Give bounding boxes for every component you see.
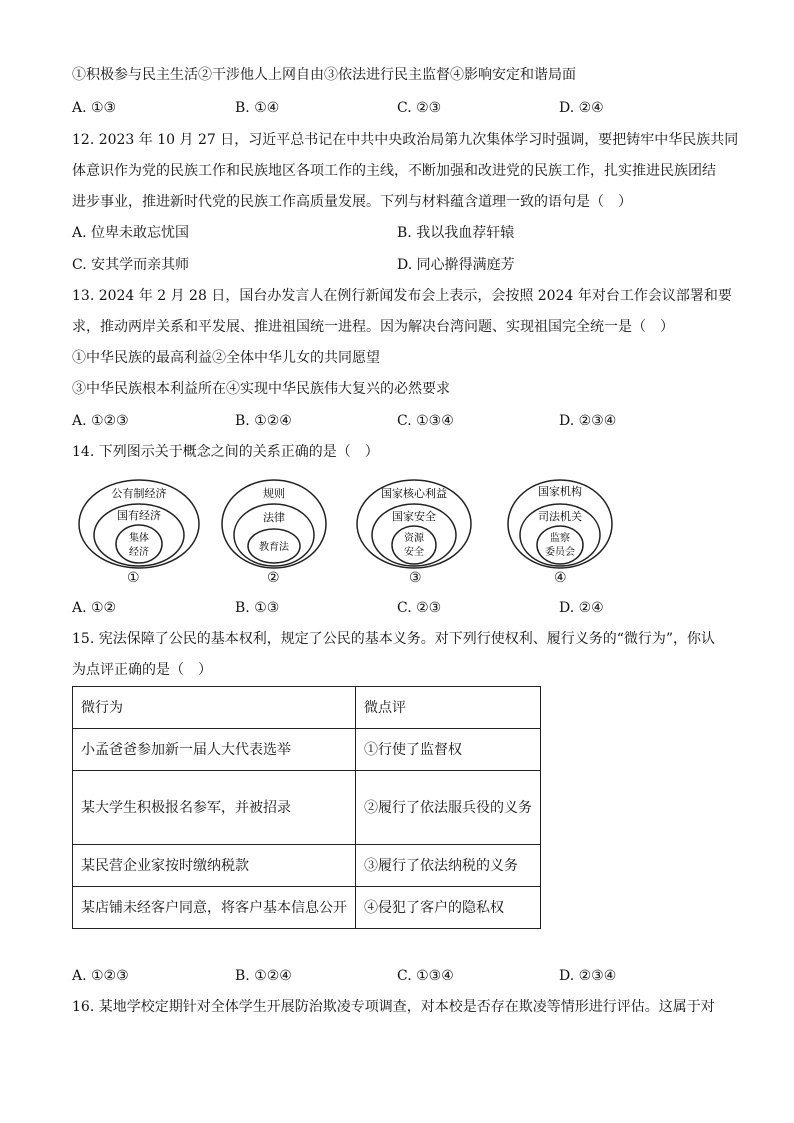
option-a[interactable]: A. 位卑未敢忘忧国	[72, 225, 190, 241]
q12-options-row1	[72, 224, 722, 242]
diagram-4-inner-ellipse	[537, 526, 583, 564]
diagram-3-inner-ellipse	[392, 526, 436, 564]
q12-stem-line3: 进步事业，推进新时代党的民族工作高质量发展。下列与材料蕴含道理一致的语句是（ ）	[72, 194, 632, 210]
diagram-1-inner-label-1: 集体	[129, 533, 149, 544]
diagram-1-outer-label: 公有制经济	[111, 487, 167, 500]
table-cell-behavior: 某民营企业家按时缴纳税款	[73, 845, 356, 887]
diagram-3	[357, 480, 471, 568]
option-c[interactable]: C. ②③	[397, 100, 442, 116]
diagram-3-outer-label: 国家核心利益	[381, 487, 447, 500]
option-d[interactable]: D. ②③④	[559, 413, 617, 429]
q12-options-row2	[72, 256, 722, 274]
option-a[interactable]: A. ①②	[72, 600, 117, 616]
option-c[interactable]: C. ②③	[397, 600, 442, 616]
table-row	[73, 845, 541, 887]
diagram-4-outer-label: 国家机构	[538, 485, 582, 498]
q13-statements-line1: ①中华民族的最高利益②全体中华儿女的共同愿望	[72, 350, 380, 366]
diagram-1-middle-label: 国有经济	[117, 509, 161, 522]
diagram-4-middle-label: 司法机关	[538, 510, 582, 523]
option-c[interactable]: C. 安其学而亲其师	[72, 257, 190, 273]
diagram-3-middle-label: 国家安全	[392, 510, 436, 523]
option-b[interactable]: B. 我以我血荐轩辕	[397, 225, 515, 241]
concept-diagrams-svg	[78, 478, 638, 570]
diagram-2-outer-label: 规则	[263, 487, 285, 500]
diagram-3-number: ③	[409, 570, 422, 586]
table-header-behavior: 微行为	[73, 687, 356, 729]
option-d[interactable]: D. ②④	[559, 100, 604, 116]
q14-options	[72, 599, 722, 617]
option-b[interactable]: B. ①④	[235, 100, 280, 116]
diagram-4-number: ④	[554, 570, 567, 586]
table-cell-behavior: 某店铺未经客户同意，将客户基本信息公开	[73, 887, 356, 929]
table-header-comment: 微点评	[356, 687, 541, 729]
diagram-1	[79, 480, 199, 568]
behavior-table	[72, 686, 541, 929]
option-a[interactable]: A. ①③	[72, 100, 117, 116]
option-d[interactable]: D. 同心擀得满庭芳	[397, 257, 515, 273]
table-cell-comment: ④侵犯了客户的隐私权	[356, 887, 541, 929]
table-cell-behavior: 小孟爸爸参加新一届人大代表选举	[73, 729, 356, 771]
q13-options	[72, 412, 722, 430]
q15-stem-line2: 为点评正确的是（ ）	[72, 662, 212, 678]
diagram-1-number: ①	[127, 570, 140, 586]
option-c[interactable]: C. ①③④	[397, 968, 454, 984]
option-a[interactable]: A. ①②③	[72, 968, 129, 984]
option-d[interactable]: D. ②④	[559, 600, 604, 616]
table-row	[73, 729, 541, 771]
option-d[interactable]: D. ②③④	[559, 968, 617, 984]
q13-stem-line2: 求，推动两岸关系和平发展、推进祖国统一进程。因为解决台湾问题、实现祖国完全统一是（ ）	[72, 319, 674, 335]
q12-stem-line1: 12. 2023 年 10 月 27 日，习近平总书记在中共中央政治局第九次集体学习时强调，要把铸牢中华民族共同	[72, 132, 739, 148]
diagram-4	[508, 480, 612, 568]
diagram-2-middle-label: 法律	[263, 511, 285, 524]
diagram-1-inner-label-2: 经济	[129, 547, 149, 558]
option-b[interactable]: B. ①②④	[235, 968, 292, 984]
q13-stem-line1: 13. 2024 年 2 月 28 日，国台办发言人在例行新闻发布会上表示，会按照 2024 年对台工作会议部署和要	[72, 288, 732, 304]
option-c[interactable]: C. ①③④	[397, 413, 454, 429]
diagram-3-inner-label-2: 安全	[404, 547, 424, 558]
q16-stem: 16. 某地学校定期针对全体学生开展防治欺凌专项调查，对本校是否存在欺凌等情形进行评估。这属于对	[72, 999, 715, 1015]
table-cell-comment: ②履行了依法服兵役的义务	[356, 771, 541, 845]
q14-stem: 14. 下列图示关于概念之间的关系正确的是（ ）	[72, 444, 379, 460]
diagram-4-inner-label-1: 监察	[550, 533, 570, 544]
diagram-3-inner-label-1: 资源	[404, 533, 424, 544]
diagram-2-inner-label: 教育法	[259, 542, 289, 553]
option-b[interactable]: B. ①③	[235, 600, 280, 616]
diagram-2	[222, 480, 326, 568]
table-cell-comment: ①行使了监督权	[356, 729, 541, 771]
q12-stem-line2: 体意识作为党的民族工作和民族地区各项工作的主线，不断加强和改进党的民族工作，扎实推进民族团结	[72, 163, 716, 179]
option-a[interactable]: A. ①②③	[72, 413, 129, 429]
table-row	[73, 771, 541, 845]
diagram-2-number: ②	[267, 570, 280, 586]
table-cell-comment: ③履行了依法纳税的义务	[356, 845, 541, 887]
q11-options	[72, 99, 722, 117]
q15-stem-line1: 15. 宪法保障了公民的基本权利，规定了公民的基本义务。对下列行使权利、履行义务的“微行为”，你认	[72, 631, 716, 647]
q11-statements: ①积极参与民主生活②干涉他人上网自由③依法进行民主监督④影响安定和谐局面	[72, 67, 576, 83]
option-b[interactable]: B. ①②④	[235, 413, 292, 429]
table-cell-behavior: 某大学生积极报名参军，并被招录	[73, 771, 356, 845]
table-header-row	[73, 687, 541, 729]
q15-options	[72, 967, 722, 985]
table-row	[73, 887, 541, 929]
q13-statements-line2: ③中华民族根本利益所在④实现中华民族伟大复兴的必然要求	[72, 381, 450, 397]
diagram-4-inner-label-2: 委员会	[545, 547, 575, 558]
